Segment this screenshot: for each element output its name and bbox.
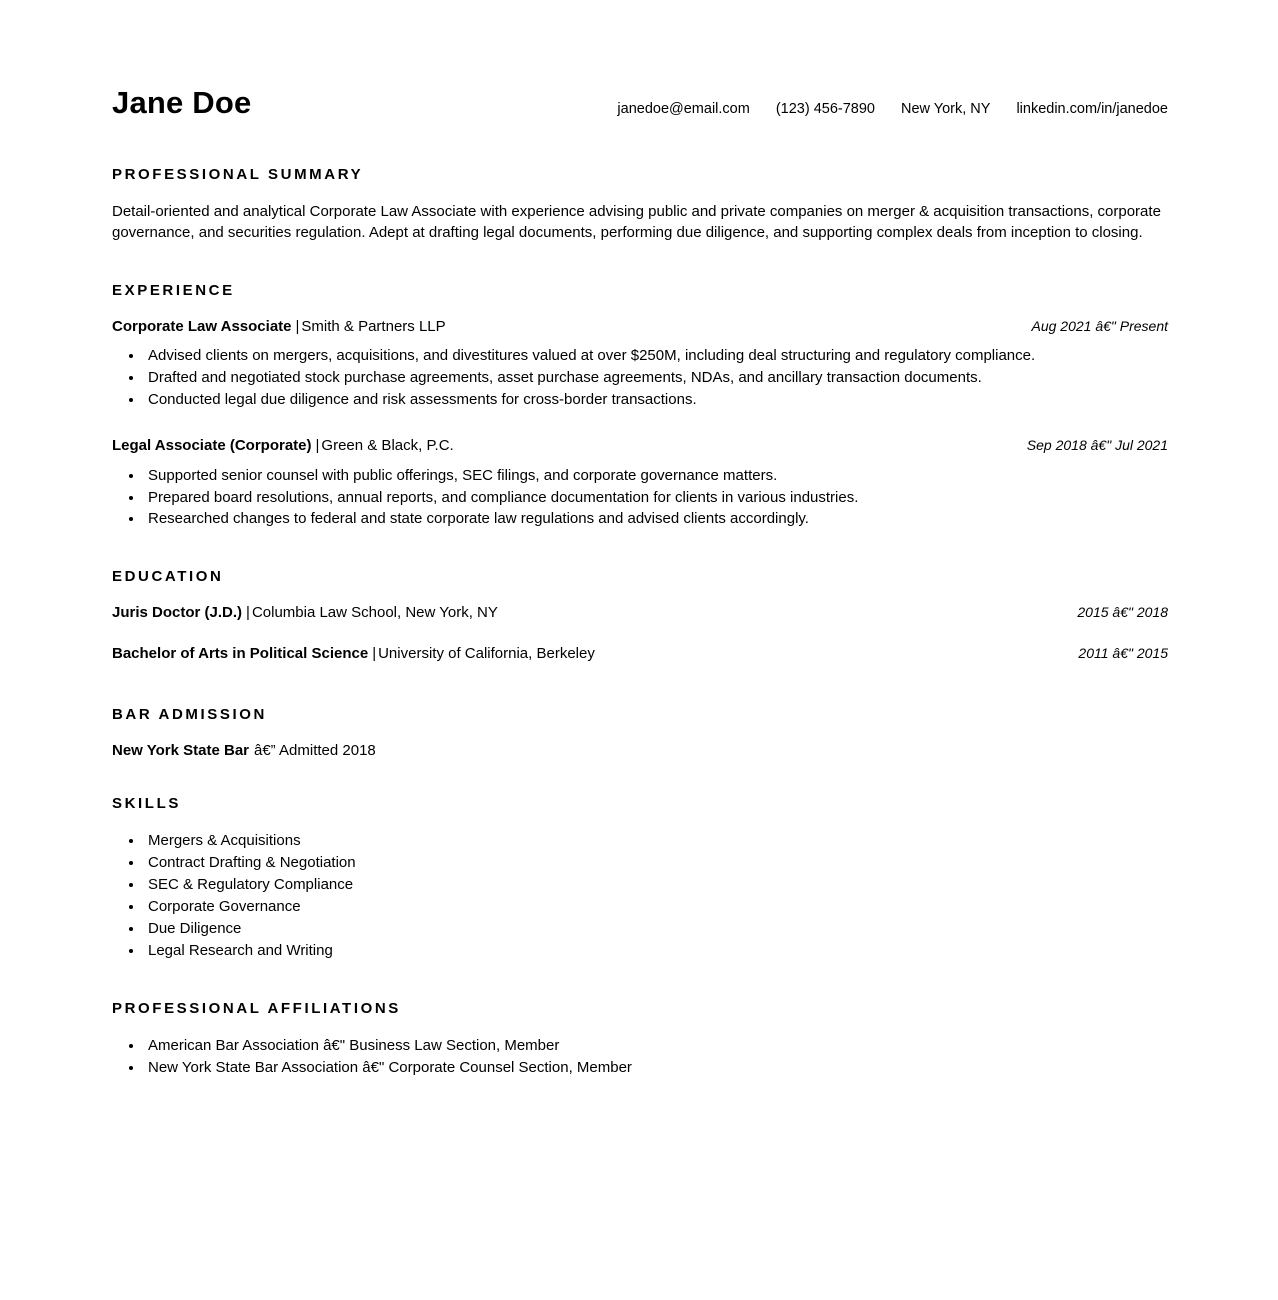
- section-professional-affiliations: [112, 1000, 1168, 1079]
- school-name: Columbia Law School, New York, NY: [251, 604, 498, 622]
- contact-info: [617, 101, 1168, 118]
- contact-linkedin[interactable]: linkedin.com/in/janedoe: [1016, 101, 1168, 117]
- separator: |: [372, 644, 377, 662]
- section-title-affiliations: PROFESSIONAL AFFILIATIONS: [112, 999, 401, 1017]
- section-title-skills: SKILLS: [112, 794, 181, 812]
- job-title: Corporate Law Associate: [112, 317, 292, 335]
- section-title-bar-admission: BAR ADMISSION: [112, 706, 267, 724]
- job-title: Legal Associate (Corporate): [112, 437, 312, 455]
- list-item: • SEC & Regulatory Compliance: [144, 874, 1168, 896]
- section-skills: [112, 795, 1168, 962]
- contact-email[interactable]: janedoe@email.com: [617, 101, 750, 117]
- education-entry: [112, 603, 1168, 623]
- education-entry-heading: [112, 644, 595, 664]
- section-education: [112, 568, 1168, 663]
- experience-entry: [112, 436, 1168, 530]
- list-item: • Prepared board resolutions, annual reports, and compliance documentation for clients in various industries.: [144, 487, 1168, 509]
- separator: |: [295, 317, 300, 335]
- section-title-summary: PROFESSIONAL SUMMARY: [112, 166, 364, 184]
- employment-dates: Aug 2021 â€" Present: [1031, 317, 1168, 334]
- list-item: • Corporate Governance: [144, 896, 1168, 918]
- section-title-education: EDUCATION: [112, 568, 224, 586]
- separator: |: [315, 437, 320, 455]
- affiliations-list: [112, 1035, 1168, 1079]
- bar-admission-entry: [112, 741, 1168, 761]
- experience-entry-heading: [112, 436, 454, 456]
- separator: |: [246, 604, 250, 622]
- spacer: [112, 672, 1168, 706]
- spacer: [112, 530, 1168, 568]
- list-item: • Contract Drafting & Negotiation: [144, 852, 1168, 874]
- experience-entry-header: [112, 317, 1168, 337]
- contact-location: New York, NY: [900, 101, 991, 117]
- education-entry-heading: [112, 603, 498, 623]
- education-entry-header: [112, 603, 1168, 623]
- employer-name: Green & Black, P.C.: [321, 437, 454, 455]
- spacer: [112, 761, 1168, 795]
- summary-text: Detail-oriented and analytical Corporate Law Associate with experience advising public and private companies on merger & acquisition transactions, corporate governance, and securities regulation. Adept at drafting legal documents, performing due diligence, and supporting complex deals from inception to closing.: [112, 203, 1161, 242]
- list-item: • Due Diligence: [144, 918, 1168, 940]
- experience-bullet-list: [112, 345, 1168, 410]
- section-professional-summary: [112, 166, 1168, 244]
- employer-name: Smith & Partners LLP: [301, 317, 446, 335]
- resume-header: [112, 86, 1168, 120]
- spacer: [112, 962, 1168, 1000]
- list-item: • New York State Bar Association â€" Corporate Counsel Section, Member: [144, 1057, 1168, 1079]
- experience-entry: [112, 317, 1168, 411]
- section-experience: [112, 282, 1168, 531]
- experience-entry-header: [112, 436, 1168, 456]
- list-item: • Supported senior counsel with public offerings, SEC filings, and corporate governance matters.: [144, 465, 1168, 487]
- spacer: [112, 244, 1168, 282]
- bar-detail: â€” Admitted 2018: [254, 742, 376, 760]
- section-bar-admission: [112, 706, 1168, 761]
- candidate-name: Jane Doe: [112, 85, 252, 120]
- education-dates: 2011 â€" 2015: [1078, 644, 1168, 661]
- experience-bullet-list: [112, 465, 1168, 530]
- education-entry: [112, 644, 1168, 664]
- list-item: • American Bar Association â€" Business Law Section, Member: [144, 1035, 1168, 1057]
- bar-name: New York State Bar: [112, 742, 249, 760]
- skills-list: [112, 830, 1168, 962]
- list-item: • Conducted legal due diligence and risk assessments for cross-border transactions.: [144, 389, 1168, 411]
- employment-dates: Sep 2018 â€" Jul 2021: [1026, 437, 1168, 454]
- degree-name: Bachelor of Arts in Political Science: [112, 644, 369, 662]
- school-name: University of California, Berkeley: [378, 644, 595, 662]
- list-item: • Legal Research and Writing: [144, 940, 1168, 962]
- education-entry-header: [112, 644, 1168, 664]
- section-title-experience: EXPERIENCE: [112, 281, 235, 299]
- degree-name: Juris Doctor (J.D.): [112, 604, 243, 622]
- list-item: • Researched changes to federal and state corporate law regulations and advised clients accordingly.: [144, 508, 1168, 530]
- education-dates: 2015 â€" 2018: [1077, 604, 1168, 621]
- contact-phone[interactable]: (123) 456-7890: [775, 101, 875, 117]
- list-item: • Drafted and negotiated stock purchase agreements, asset purchase agreements, NDAs, and ancillary transaction documents.: [144, 367, 1168, 389]
- list-item: • Advised clients on mergers, acquisitions, and divestitures valued at over $250M, including deal structuring and regulatory compliance.: [144, 345, 1168, 367]
- spacer: [112, 410, 1168, 436]
- experience-entry-heading: [112, 317, 446, 337]
- list-item: • Mergers & Acquisitions: [144, 830, 1168, 852]
